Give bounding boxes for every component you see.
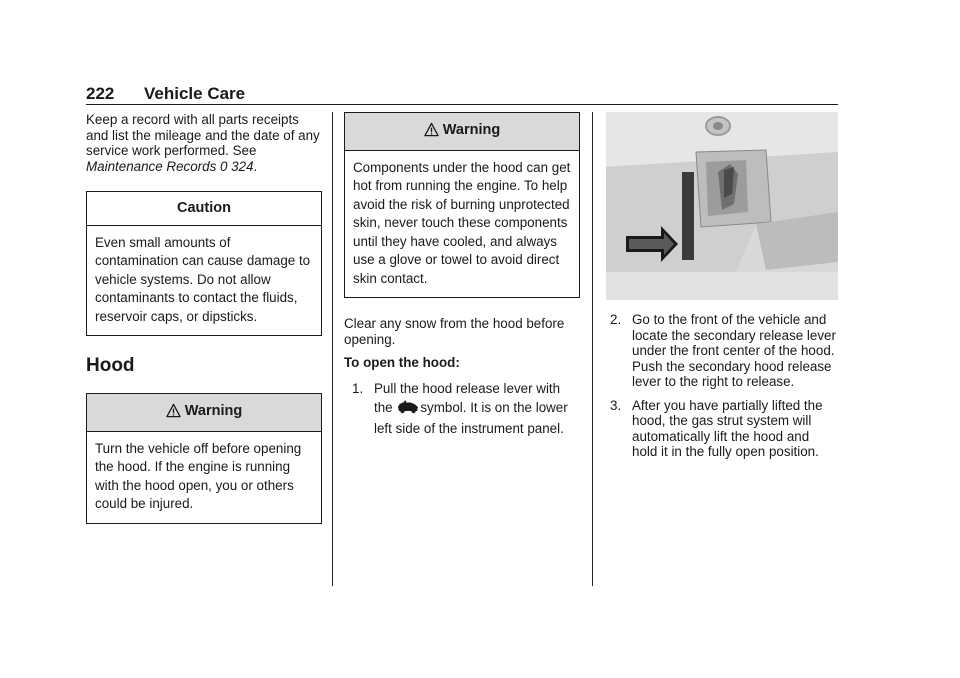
step-text: Go to the front of the vehicle and locate the secondary release lever under the front center of the hood. Push the secondary hood release lever to the right to release. [632, 312, 836, 389]
warning-box-hot [344, 112, 580, 298]
step-number: 2. [610, 312, 622, 327]
warning-header [345, 113, 579, 151]
hood-heading: Hood [86, 355, 135, 376]
vehicle-hood-icon [397, 400, 419, 419]
warning-box-engine [86, 393, 322, 524]
open-hood-heading: To open the hood: [344, 355, 460, 370]
caution-title: Caution [87, 192, 321, 226]
page-header [86, 84, 838, 106]
secondary-release-lever-illustration [606, 112, 838, 300]
column-left [86, 112, 322, 524]
page-number: 222 [86, 84, 115, 103]
maintenance-records-link[interactable]: Maintenance Records [86, 158, 217, 174]
step-text: After you have partially lifted the hood, the gas strut system will automatically lift the hood and hold it in the fully open position. [632, 397, 823, 459]
step-2 [606, 312, 838, 390]
column-divider [592, 112, 593, 586]
header-rule [86, 104, 838, 105]
column-divider [332, 112, 333, 586]
intro-paragraph: Keep a record with all parts receipts and list the mileage and the date of any service work performed. See Maintenance Records 0 324. [86, 112, 320, 174]
step-text: Pull the hood release lever with the symbol. It is on the lower left side of the instrument panel. [374, 380, 568, 436]
step-number: 3. [610, 397, 622, 413]
warning-triangle-icon [166, 403, 181, 423]
page-reference: 0 324 [216, 158, 254, 174]
column-middle [344, 112, 580, 438]
step-number: 1. [352, 380, 364, 396]
caution-box [86, 191, 322, 336]
warning-triangle-icon [424, 122, 439, 142]
step-3 [606, 398, 838, 460]
warning-title: Warning [442, 122, 501, 138]
step-1 [344, 379, 580, 438]
section-title: Vehicle Care [144, 84, 246, 103]
snow-paragraph: Clear any snow from the hood before opening. [344, 316, 565, 347]
warning-header [87, 394, 321, 432]
warning-title: Warning [184, 403, 243, 419]
warning-body: Components under the hood can get hot from running the engine. To help avoid the risk of burning unprotected skin, never touch these components until they have cooled, and always use a glove or towel to avoid direct skin contact. [353, 159, 571, 286]
warning-body: Turn the vehicle off before opening the hood. If the engine is running with the hood open, you or others could be injured. [95, 440, 302, 511]
caution-body: Even small amounts of contamination can cause damage to vehicle systems. Do not allow contaminants to contact the fluids, reservoir caps, or dipsticks. [95, 234, 311, 324]
column-right [606, 112, 838, 460]
